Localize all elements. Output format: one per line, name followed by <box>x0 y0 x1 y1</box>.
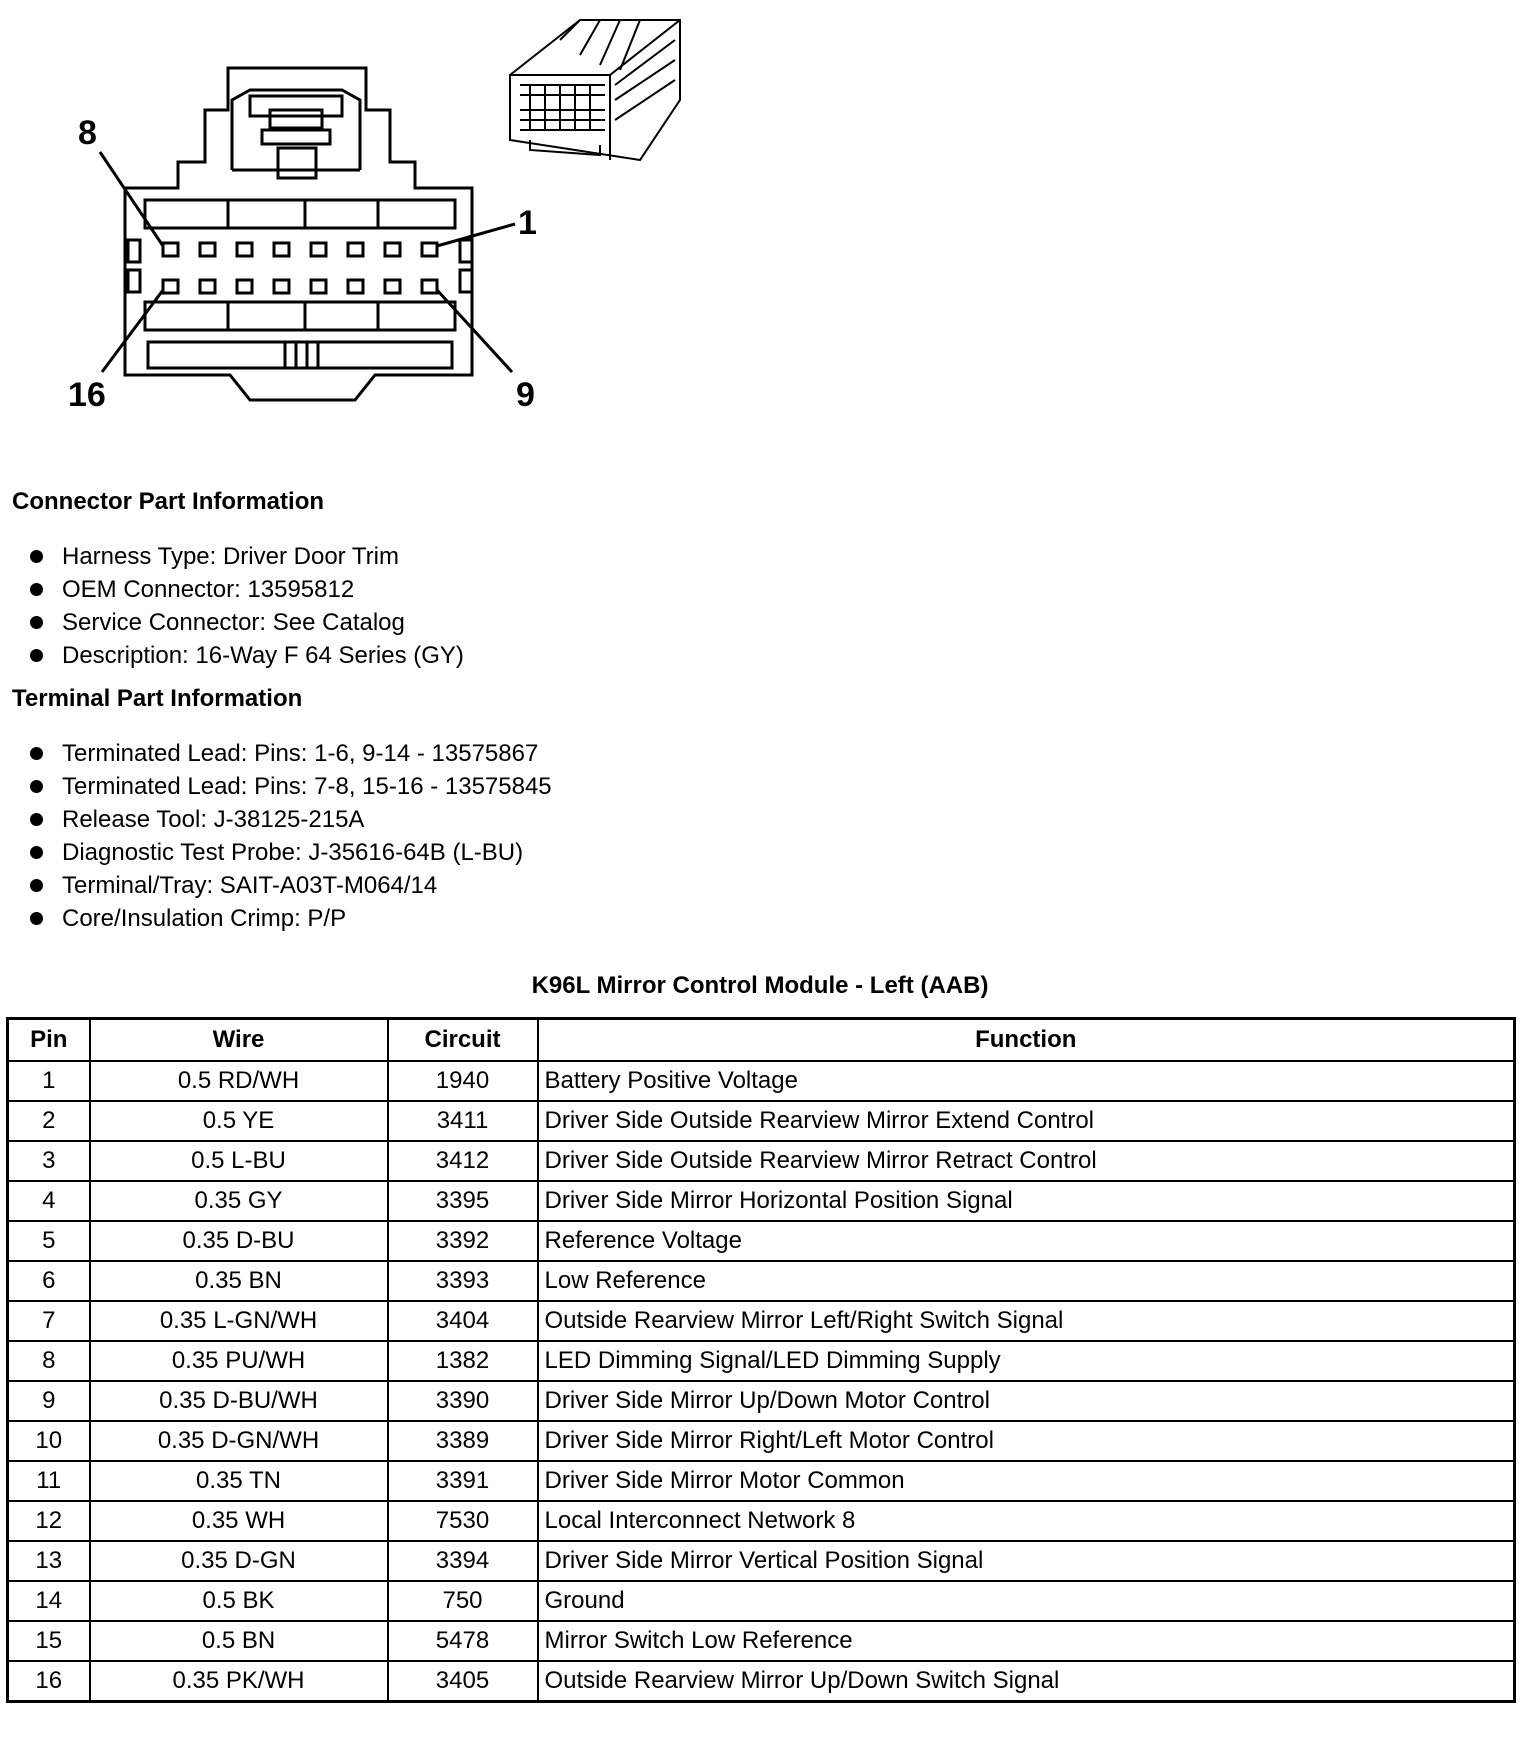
cell-wire: 0.5 BK <box>90 1581 388 1621</box>
cell-wire: 0.35 D-BU <box>90 1221 388 1261</box>
header-function: Function <box>538 1019 1515 1062</box>
table-row <box>8 1541 1515 1581</box>
cell-wire: 0.35 TN <box>90 1461 388 1501</box>
header-circuit: Circuit <box>388 1019 538 1062</box>
cell-wire: 0.35 PK/WH <box>90 1661 388 1702</box>
list-item <box>30 639 464 672</box>
cell-circuit: 3390 <box>388 1381 538 1421</box>
table-row <box>8 1061 1515 1101</box>
cell-circuit: 1940 <box>388 1061 538 1101</box>
cell-circuit: 3393 <box>388 1261 538 1301</box>
cell-function: Driver Side Outside Rearview Mirror Retract Control <box>538 1141 1515 1181</box>
list-item <box>30 902 552 935</box>
header-pin: Pin <box>8 1019 90 1062</box>
cell-circuit: 3404 <box>388 1301 538 1341</box>
cell-circuit: 3405 <box>388 1661 538 1702</box>
cell-pin: 5 <box>8 1221 90 1261</box>
cell-wire: 0.5 BN <box>90 1621 388 1661</box>
list-item-text: Harness Type: Driver Door Trim <box>62 543 399 570</box>
bullet-icon <box>30 747 43 760</box>
table-header-row <box>8 1019 1515 1062</box>
cell-function: Outside Rearview Mirror Up/Down Switch Signal <box>538 1661 1515 1702</box>
table-title: K96L Mirror Control Module - Left (AAB) <box>531 972 989 999</box>
cell-circuit: 750 <box>388 1581 538 1621</box>
cell-pin: 12 <box>8 1501 90 1541</box>
list-item <box>30 573 464 606</box>
cell-pin: 15 <box>8 1621 90 1661</box>
bullet-icon <box>30 583 43 596</box>
table-row <box>8 1141 1515 1181</box>
cell-function: Ground <box>538 1581 1515 1621</box>
cell-circuit: 3395 <box>388 1181 538 1221</box>
table-row <box>8 1581 1515 1621</box>
list-item <box>30 606 464 639</box>
cell-pin: 14 <box>8 1581 90 1621</box>
table-row <box>8 1181 1515 1221</box>
cell-wire: 0.35 BN <box>90 1261 388 1301</box>
bullet-icon <box>30 550 43 563</box>
bullet-icon <box>30 879 43 892</box>
cell-function: Local Interconnect Network 8 <box>538 1501 1515 1541</box>
cell-circuit: 3394 <box>388 1541 538 1581</box>
connector-3d-icon <box>510 20 680 160</box>
pin-label-9: 9 <box>516 376 535 414</box>
list-item <box>30 737 552 770</box>
cell-circuit: 3412 <box>388 1141 538 1181</box>
cell-wire: 0.35 L-GN/WH <box>90 1301 388 1341</box>
table-row <box>8 1421 1515 1461</box>
table-row <box>8 1621 1515 1661</box>
table-row <box>8 1461 1515 1501</box>
list-item-text: Release Tool: J-38125-215A <box>62 806 365 833</box>
bullet-icon <box>30 780 43 793</box>
table-row <box>8 1661 1515 1702</box>
table-row <box>8 1221 1515 1261</box>
pin-label-8: 8 <box>78 114 97 152</box>
cell-wire: 0.35 D-BU/WH <box>90 1381 388 1421</box>
cell-pin: 13 <box>8 1541 90 1581</box>
list-item <box>30 770 552 803</box>
cell-wire: 0.35 GY <box>90 1181 388 1221</box>
pinout-table <box>6 1017 1516 1703</box>
cell-pin: 7 <box>8 1301 90 1341</box>
table-row <box>8 1261 1515 1301</box>
cell-function: Low Reference <box>538 1261 1515 1301</box>
cell-pin: 2 <box>8 1101 90 1141</box>
cell-function: Driver Side Mirror Vertical Position Signal <box>538 1541 1515 1581</box>
cell-pin: 10 <box>8 1421 90 1461</box>
cell-wire: 0.5 L-BU <box>90 1141 388 1181</box>
cell-circuit: 5478 <box>388 1621 538 1661</box>
cell-pin: 16 <box>8 1661 90 1702</box>
cell-pin: 11 <box>8 1461 90 1501</box>
table-row <box>8 1101 1515 1141</box>
cell-circuit: 3391 <box>388 1461 538 1501</box>
cell-circuit: 7530 <box>388 1501 538 1541</box>
bullet-icon <box>30 846 43 859</box>
cell-pin: 8 <box>8 1341 90 1381</box>
list-item-text: Description: 16-Way F 64 Series (GY) <box>62 642 464 669</box>
cell-function: Driver Side Mirror Right/Left Motor Control <box>538 1421 1515 1461</box>
cell-function: LED Dimming Signal/LED Dimming Supply <box>538 1341 1515 1381</box>
header-wire: Wire <box>90 1019 388 1062</box>
bullet-icon <box>30 912 43 925</box>
pin-label-16: 16 <box>68 376 106 414</box>
list-item-text: Service Connector: See Catalog <box>62 609 405 636</box>
cell-wire: 0.35 D-GN/WH <box>90 1421 388 1461</box>
cell-wire: 0.35 D-GN <box>90 1541 388 1581</box>
table-body <box>8 1061 1515 1702</box>
pin-label-1: 1 <box>518 204 537 242</box>
cell-function: Driver Side Mirror Motor Common <box>538 1461 1515 1501</box>
cell-function: Driver Side Mirror Horizontal Position Signal <box>538 1181 1515 1221</box>
cell-function: Driver Side Outside Rearview Mirror Extend Control <box>538 1101 1515 1141</box>
connector-info-list <box>30 540 464 672</box>
cell-wire: 0.35 WH <box>90 1501 388 1541</box>
terminal-info-list <box>30 737 552 935</box>
connector-section-title: Connector Part Information <box>12 488 325 515</box>
table-row <box>8 1381 1515 1421</box>
list-item-text: Terminated Lead: Pins: 1-6, 9-14 - 13575867 <box>62 740 539 767</box>
bullet-icon <box>30 616 43 629</box>
terminal-section-title: Terminal Part Information <box>12 685 303 712</box>
list-item <box>30 869 552 902</box>
cell-circuit: 3411 <box>388 1101 538 1141</box>
cell-wire: 0.5 RD/WH <box>90 1061 388 1101</box>
cell-function: Outside Rearview Mirror Left/Right Switch Signal <box>538 1301 1515 1341</box>
list-item <box>30 836 552 869</box>
cell-function: Battery Positive Voltage <box>538 1061 1515 1101</box>
cell-pin: 9 <box>8 1381 90 1421</box>
cell-circuit: 3389 <box>388 1421 538 1461</box>
table-row <box>8 1301 1515 1341</box>
cell-function: Driver Side Mirror Up/Down Motor Control <box>538 1381 1515 1421</box>
list-item-text: OEM Connector: 13595812 <box>62 576 355 603</box>
connector-diagram <box>0 0 760 440</box>
cell-wire: 0.35 PU/WH <box>90 1341 388 1381</box>
list-item-text: Terminal/Tray: SAIT-A03T-M064/14 <box>62 872 438 899</box>
list-item <box>30 803 552 836</box>
cell-function: Reference Voltage <box>538 1221 1515 1261</box>
list-item-text: Diagnostic Test Probe: J-35616-64B (L-BU) <box>62 839 524 866</box>
bullet-icon <box>30 813 43 826</box>
cell-circuit: 3392 <box>388 1221 538 1261</box>
list-item-text: Terminated Lead: Pins: 7-8, 15-16 - 13575845 <box>62 773 552 800</box>
cell-pin: 4 <box>8 1181 90 1221</box>
cell-pin: 1 <box>8 1061 90 1101</box>
list-item <box>30 540 464 573</box>
cell-circuit: 1382 <box>388 1341 538 1381</box>
cell-function: Mirror Switch Low Reference <box>538 1621 1515 1661</box>
cell-wire: 0.5 YE <box>90 1101 388 1141</box>
bullet-icon <box>30 649 43 662</box>
cell-pin: 3 <box>8 1141 90 1181</box>
list-item-text: Core/Insulation Crimp: P/P <box>62 905 347 932</box>
table-row <box>8 1341 1515 1381</box>
cell-pin: 6 <box>8 1261 90 1301</box>
table-row <box>8 1501 1515 1541</box>
